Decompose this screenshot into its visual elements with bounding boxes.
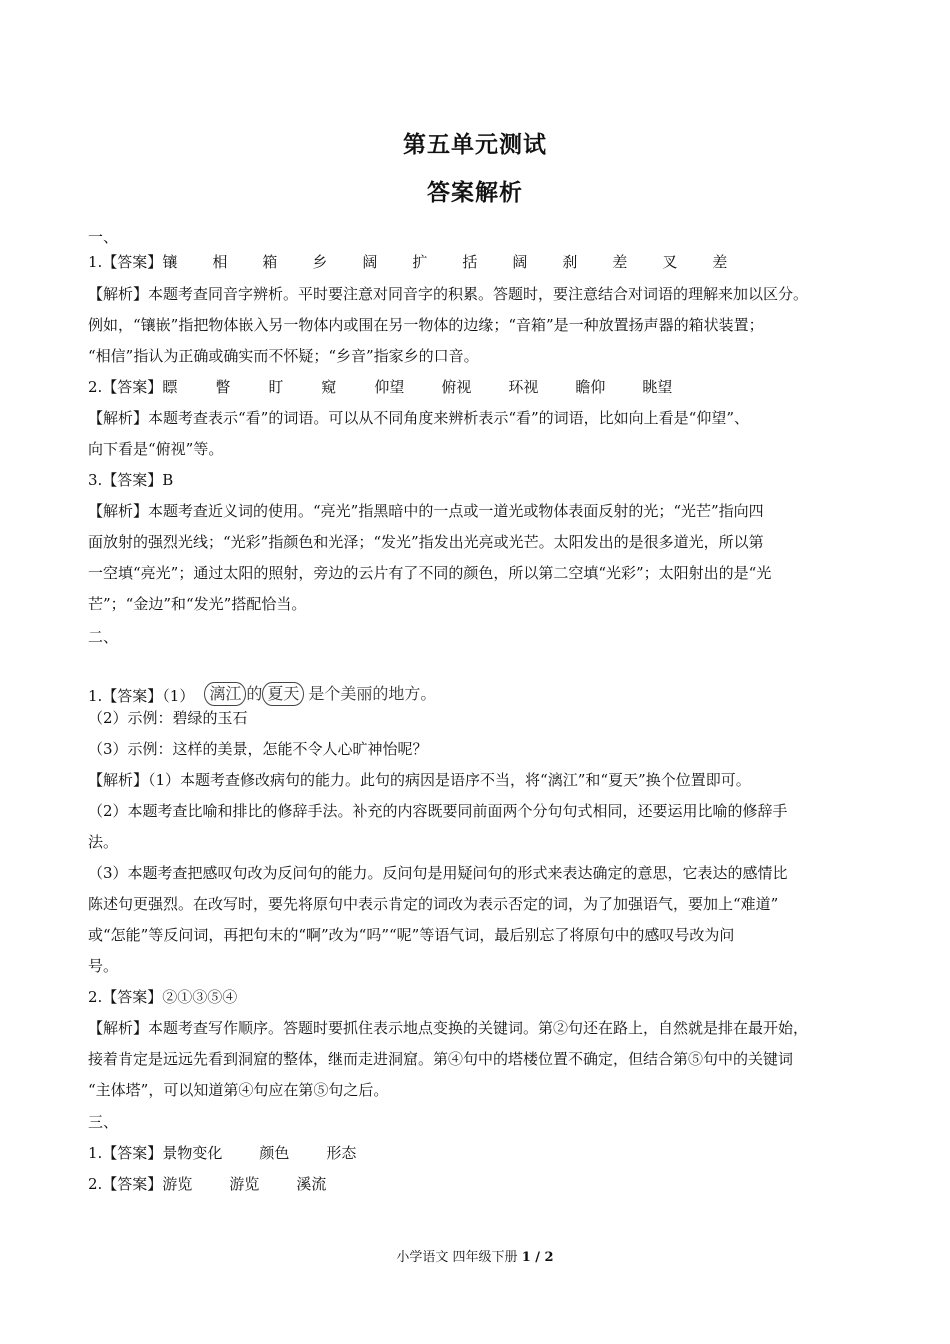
circled-word: 夏天 [262,682,304,706]
page-footer [0,1246,950,1265]
q21-explanation-line: （3）本题考查把感叹句改为反问句的能力。反问句是用疑问句的形式来表达确定的意思，它表达的感情比 [88,864,788,882]
answer-item: 环视 [508,378,539,396]
q21-explanation-line: 【解析】（1）本题考查修改病句的能力。此句的病因是语序不当，将“漓江”和“夏天”换个位置即可。 [88,771,751,789]
q21-answer-label: 1.【答案】（1） [88,687,195,705]
answer-item: 乡 [312,253,328,271]
answer-item: 景物变化 [162,1144,223,1162]
answer-item: 差 [612,253,628,271]
q21-answer-line [88,672,864,706]
q32-answer-line [88,1174,864,1194]
q22-answer-line: 2.【答案】②①③⑤④ [88,988,238,1006]
answer-item: 窥 [321,378,337,396]
footer-text: 小学语文 四年级下册 [396,1250,518,1265]
q2-explanation-line: 向下看是“俯视”等。 [88,440,224,458]
q3-explanation-line: 一空填“亮光”；通过太阳的照射，旁边的云片有了不同的颜色，所以第二空填“光彩”；太阳射出的是“光 [88,564,772,582]
answer-item: 游览 [229,1175,260,1193]
q3-explanation-line: 面放射的强烈光线；“光彩”指颜色和光泽；“发光”指发出光亮或光芒。太阳发出的是很多道光，所以第 [88,533,764,551]
q2-explanation-line: 【解析】本题考查表示“看”的词语。可以从不同角度来辨析表示“看”的词语，比如向上看是“仰望”、 [88,409,750,427]
answer-item: 盯 [268,378,284,396]
q2-answer-list [162,377,709,397]
q21-answer-2: （2）示例：碧绿的玉石 [88,709,248,727]
sentence-word: 是个美丽的地方。 [308,684,437,703]
q1-answer-list [162,252,762,272]
answer-item: 刹 [562,253,578,271]
answer-item: 阔 [512,253,528,271]
q31-answer-line [88,1143,864,1163]
q32-answer-list [162,1174,363,1194]
answer-item: 瞟 [162,378,178,396]
answer-item: 游览 [162,1175,193,1193]
answer-item: 俯视 [441,378,472,396]
q22-explanation-line: “主体塔”，可以知道第④句应在第⑤句之后。 [88,1081,389,1099]
circled-word: 漓江 [204,682,246,706]
section-heading-3: 三、 [88,1113,119,1131]
answer-item: 箱 [262,253,278,271]
answer-item: 形态 [326,1144,357,1162]
q21-answer-3: （3）示例：这样的美景，怎能不令人心旷神怡呢？ [88,740,428,758]
q31-answer-label: 1.【答案】 [88,1144,163,1162]
q3-explanation-line: 芒”；“金边”和“发光”搭配恰当。 [88,595,307,613]
q1-answer-label: 1.【答案】 [88,253,163,271]
page-subtitle: 答案解析 [427,180,523,206]
q21-explanation-line: 或“怎能”等反问词，再把句末的“啊”改为“吗”“呢”等语气词，最后别忘了将原句中的感叹号改为问 [88,926,735,944]
answer-item: 相 [212,253,228,271]
answer-item: 差 [712,253,728,271]
section-heading-2: 二、 [88,628,119,646]
q1-explanation-line: “相信”指认为正确或确实而不怀疑；“乡音”指家乡的口音。 [88,347,479,365]
page-number: 1 / 2 [521,1250,554,1265]
section-heading-1: 一、 [88,228,119,246]
answer-item: 叉 [662,253,678,271]
answer-item: 溪流 [296,1175,327,1193]
page-title: 第五单元测试 [403,132,547,158]
answer-item: 扩 [412,253,428,271]
answer-item: 阔 [362,253,378,271]
q2-answer-label: 2.【答案】 [88,378,163,396]
q2-answer-line [88,377,864,397]
answer-item: 瞥 [215,378,231,396]
answer-item: 镶 [162,253,178,271]
answer-item: 括 [462,253,478,271]
answer-item: 瞻仰 [575,378,606,396]
q21-explanation-line: 法。 [88,833,119,851]
corrected-sentence-image [204,682,436,706]
q1-explanation-line: 【解析】本题考查同音字辨析。平时要注意对同音字的积累。答题时，要注意结合对词语的理解来加以区分。 [88,285,809,303]
q31-answer-list [162,1143,393,1163]
answer-item: 眺望 [642,378,673,396]
q21-explanation-line: 号。 [88,957,119,975]
q22-explanation-line: 接着肯定是远远先看到洞窟的整体，继而走进洞窟。第④句中的塔楼位置不确定，但结合第⑤句中的关键词 [88,1050,794,1068]
q32-answer-label: 2.【答案】 [88,1175,163,1193]
q1-answer-line [88,252,864,272]
answer-item: 仰望 [374,378,405,396]
q3-explanation-line: 【解析】本题考查近义词的使用。“亮光”指黑暗中的一点或一道光或物体表面反射的光；“光芒”指向四 [88,502,764,520]
q1-explanation-line: 例如，“镶嵌”指把物体嵌入另一物体内或围在另一物体的边缘；“音箱”是一种放置扬声器的箱状装置； [88,316,764,334]
q3-answer-line: 3.【答案】B [88,471,174,489]
q22-explanation-line: 【解析】本题考查写作顺序。答题时要抓住表示地点变换的关键词。第②句还在路上，自然就是排在最开始， [88,1019,809,1037]
q21-explanation-line: （2）本题考查比喻和排比的修辞手法。补充的内容既要同前面两个分句句式相同，还要运用比喻的修辞手 [88,802,788,820]
q21-explanation-line: 陈述句更强烈。在改写时，要先将原句中表示肯定的词改为表示否定的词，为了加强语气，要加上“难道” [88,895,779,913]
sentence-word: 的 [246,684,263,703]
answer-item: 颜色 [259,1144,290,1162]
